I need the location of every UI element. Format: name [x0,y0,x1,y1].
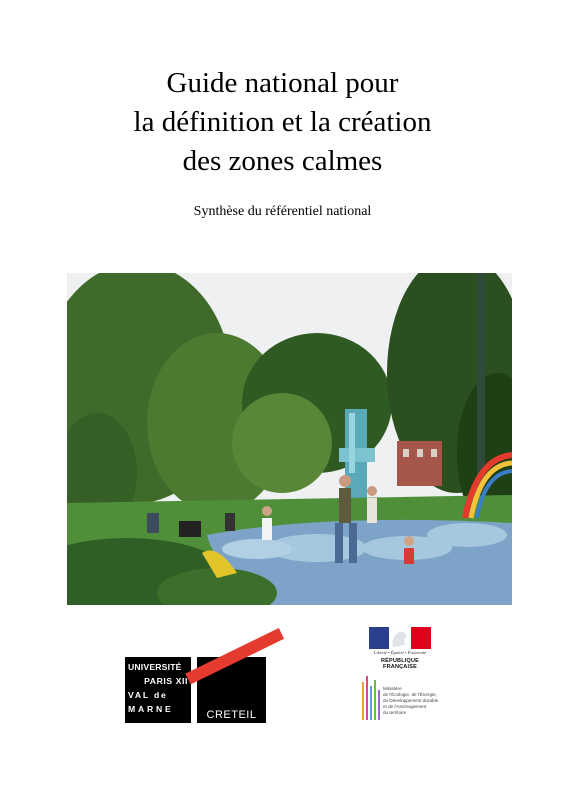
cover-photo-park-playground [67,273,512,605]
ministere-line-4: et de l'Aménagement [383,704,427,709]
title-line-1: Guide national pour [166,67,399,99]
logo-text-val-de: VAL de [128,690,168,700]
title-line-3: des zones calmes [182,145,383,177]
ministere-logo [360,672,450,727]
logo-text-universite: UNIVERSITÉ [128,662,182,672]
ministere-line-2: de l'Écologie, de l'Énergie, [383,692,437,697]
marianne-flag-icon [369,627,431,649]
ministere-bars-icon [360,672,382,727]
republique-name: RÉPUBLIQUE FRANÇAISE [380,658,420,670]
ministere-line-1: Ministère [383,686,402,691]
ministere-line-3: du Développement durable [383,698,439,703]
republique-motto: Liberté • Égalité • Fraternité [373,650,427,655]
ministere-line-5: du territoire [383,710,407,715]
ministere-text [383,686,453,716]
logo-text-marne: MARNE [128,704,174,714]
creteil-logo-text: CRETEIL [206,709,257,721]
document-title [0,64,565,181]
universite-paris-xii-logo [125,657,191,723]
document-subtitle: Synthèse du référentiel national [193,204,372,219]
title-line-2: la définition et la création [133,106,432,138]
republique-francaise-logo [364,625,436,669]
logo-text-paris-xii: PARIS XII [144,676,188,686]
